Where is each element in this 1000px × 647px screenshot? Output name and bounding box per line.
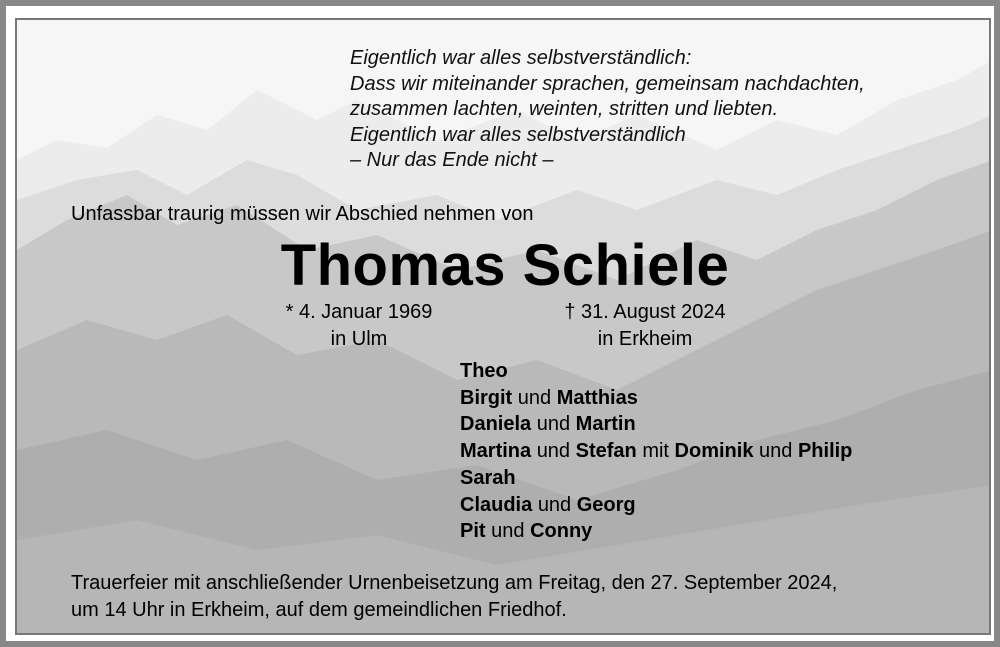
mourner-name: Martina <box>460 440 532 463</box>
poem-line: – Nur das Ende nicht – <box>350 149 554 171</box>
funeral-line: um 14 Uhr in Erkheim, auf dem gemeindlichen Friedhof. <box>71 599 567 621</box>
mourner-line <box>460 411 852 438</box>
funeral-info <box>71 570 837 624</box>
mourner-name: Georg <box>576 493 636 516</box>
mourner-line <box>460 518 852 545</box>
funeral-line: Trauerfeier mit anschließender Urnenbeisetzung am Freitag, den 27. September 2024, <box>71 572 838 594</box>
mourner-line <box>460 492 852 519</box>
conjunction: und <box>537 493 572 516</box>
mourner-name: Stefan <box>575 440 637 463</box>
poem-line: Dass wir miteinander sprachen, gemeinsam nachdachten, <box>350 72 865 95</box>
mourner-name: Matthias <box>556 386 638 409</box>
mourner-name: Claudia <box>460 493 533 516</box>
mourner-name: Theo <box>460 360 508 382</box>
obituary-card <box>15 18 991 635</box>
mourner-line <box>460 465 852 492</box>
poem-line: Eigentlich war alles selbstverständlich: <box>350 47 692 69</box>
intro-text: Unfassbar traurig müssen wir Abschied nehmen von <box>71 203 534 225</box>
conjunction: und <box>491 520 525 543</box>
mourner-line <box>460 438 852 465</box>
mourner-name: Dominik <box>674 440 754 463</box>
mourner-name: Daniela <box>460 413 532 436</box>
mourner-line <box>460 358 852 385</box>
poem <box>350 46 865 174</box>
poem-line: Eigentlich war alles selbstverständlich <box>350 123 686 146</box>
death-place: in Erkheim <box>597 328 693 350</box>
death-date: † 31. August 2024 <box>564 301 726 323</box>
deceased-name: Thomas Schiele <box>280 233 730 298</box>
birth-place: in Ulm <box>330 328 388 350</box>
mourner-name: Philip <box>797 440 853 463</box>
death-info <box>525 299 765 353</box>
conjunction: und <box>759 440 793 463</box>
mourners-list <box>460 358 852 545</box>
mourner-line <box>460 385 852 412</box>
birth-info <box>249 299 469 353</box>
poem-line: zusammen lachten, weinten, stritten und liebten. <box>350 98 779 120</box>
conjunction: und <box>536 440 571 463</box>
conjunction: und <box>517 386 552 409</box>
mourner-name: Conny <box>530 520 593 543</box>
mourner-name: Pit <box>460 520 486 543</box>
birth-date: * 4. Januar 1969 <box>285 301 433 323</box>
conjunction: und <box>536 413 571 436</box>
mourner-name: Martin <box>575 413 636 436</box>
mourner-name: Sarah <box>460 466 516 489</box>
mourner-name: Birgit <box>460 386 513 409</box>
conjunction: mit <box>642 440 669 463</box>
